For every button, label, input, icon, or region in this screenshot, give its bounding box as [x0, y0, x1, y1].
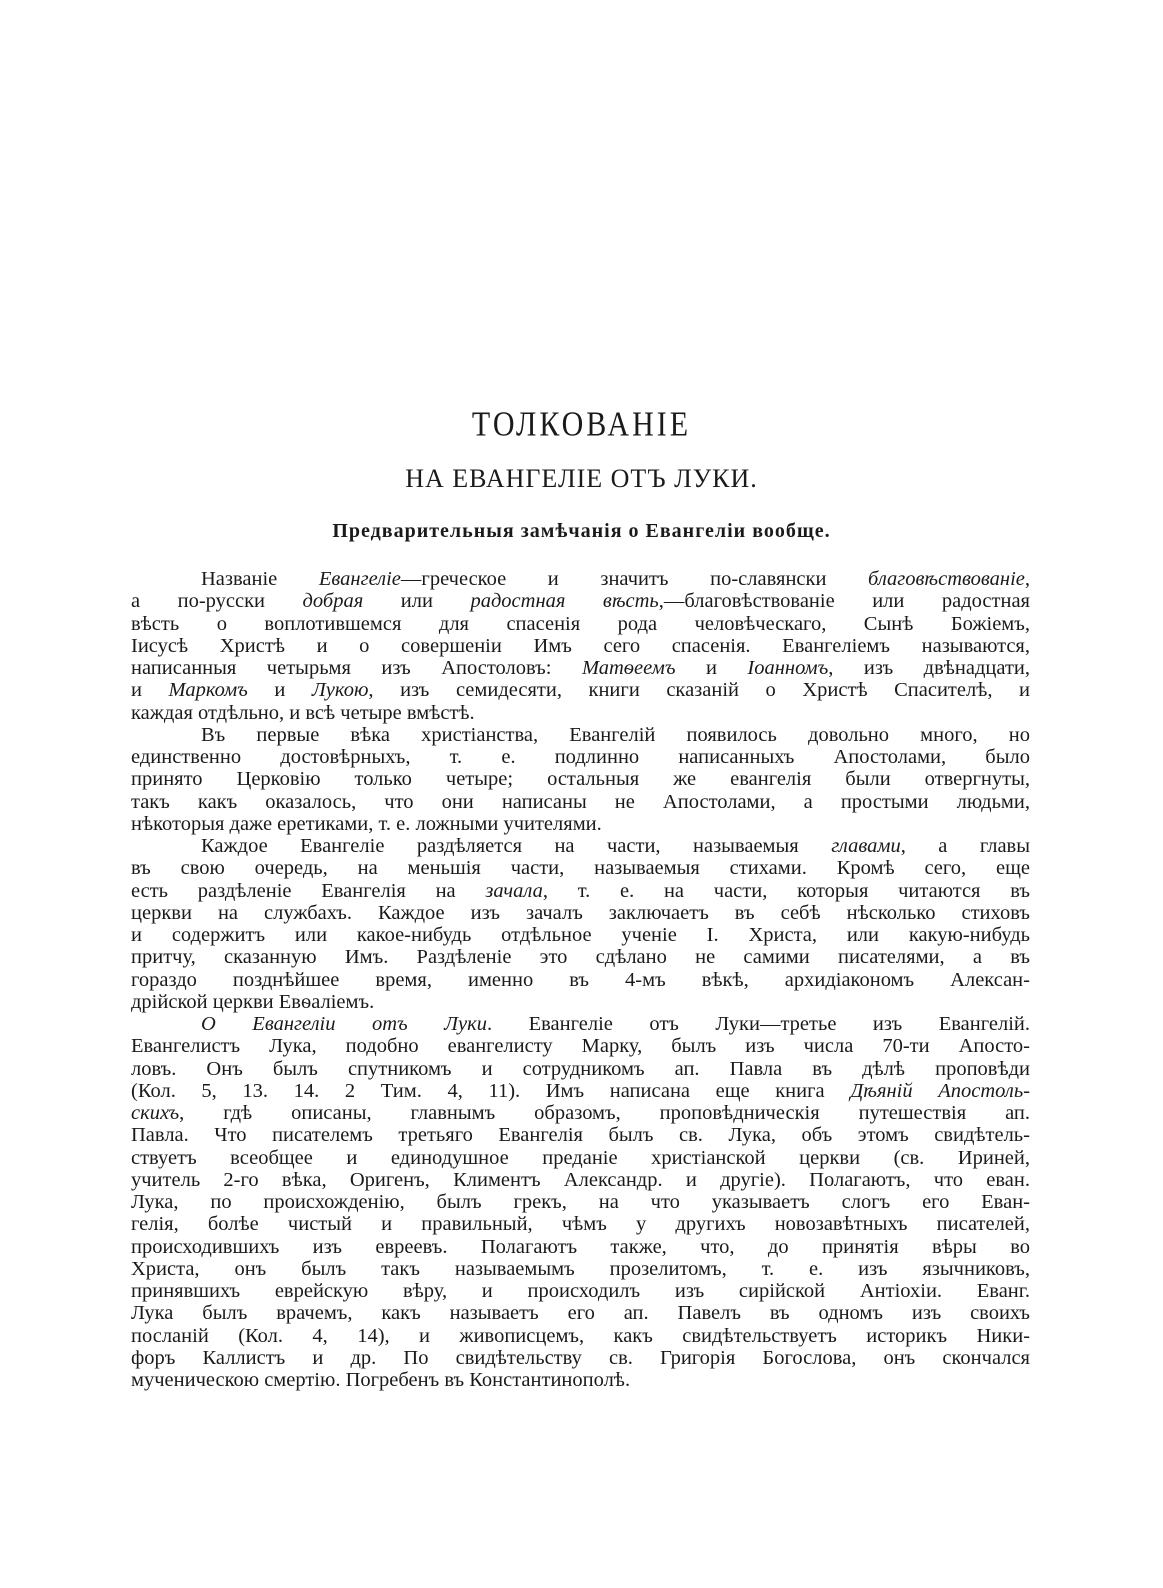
text-segment: , изъ семидесяти, книги сказаній о Христѣ Спасителѣ, и — [368, 679, 1030, 702]
text-line — [131, 613, 1030, 635]
text-segment: Іисусѣ Христѣ и о совершеніи Имъ сего спасенія. Евангеліемъ называются, — [131, 634, 1030, 657]
text-segment: Каждое Евангеліе раздѣляется на части, называемыя — [201, 835, 832, 857]
text-line — [131, 1280, 1030, 1302]
text-line — [131, 1191, 1030, 1213]
text-segment: а по-русски — [131, 590, 303, 613]
text-line — [131, 702, 1030, 724]
text-segment: , а главы — [900, 835, 1030, 857]
text-segment: ствуетъ всеобщее и единодушное преданіе христіанской церкви (св. Ириней, — [131, 1146, 1030, 1169]
text-line — [131, 657, 1030, 679]
text-line — [131, 568, 1030, 590]
text-segment: написанныя четырьмя изъ Апостоловъ: — [131, 657, 582, 679]
text-segment: Въ первые вѣка христіанства, Евангелій появилось довольно много, но — [201, 723, 1030, 746]
text-segment: и — [131, 679, 169, 702]
text-line — [131, 1124, 1030, 1146]
italic-text: Лукою — [311, 679, 369, 702]
text-segment: Названіе — [201, 568, 319, 590]
paragraph — [131, 568, 1030, 724]
italic-text: Дѣяній Апостоль- — [850, 1079, 1030, 1102]
text-segment: принявшихъ еврейскую вѣру, и происходилъ изъ сирійской Антіохіи. Еванг. — [131, 1280, 1030, 1302]
text-segment: , т. е. на части, которыя читаются въ — [542, 879, 1030, 902]
text-segment: и содержитъ или какое-нибудь отдѣльное ученіе І. Христа, или какую-нибудь — [131, 924, 1030, 946]
text-line — [131, 1013, 1030, 1035]
text-line — [131, 813, 1030, 835]
section-heading: Предварительныя замѣчанія о Евангеліи вообще. — [332, 520, 831, 542]
text-line — [131, 590, 1030, 612]
text-segment: церкви на службахъ. Каждое изъ зачалъ заключаетъ въ себѣ нѣсколько стиховъ — [131, 901, 1030, 924]
text-segment: Евангелистъ Лука, подобно евангелисту Марку, былъ изъ числа 70-ти Апосто- — [131, 1035, 1030, 1058]
document-title: ТОЛКОВАНІЕ — [471, 405, 692, 444]
text-line — [131, 724, 1030, 746]
italic-text: радостная вѣсть — [470, 590, 659, 613]
text-line — [131, 1058, 1030, 1080]
text-segment: гораздо позднѣйшее время, именно въ 4-мъ вѣкѣ, архидіакономъ Алексан- — [131, 968, 1030, 991]
text-segment: такъ какъ оказалось, что они написаны не Апостолами, а простыми людьми, — [131, 790, 1030, 813]
text-segment: ловъ. Онъ былъ спутникомъ и сотрудникомъ ап. Павла въ дѣлѣ проповѣди — [131, 1057, 1030, 1080]
text-line — [131, 1302, 1030, 1324]
italic-text: Іоанномъ — [747, 657, 829, 679]
text-segment: въ свою очередь, на меньшія части, называемыя стихами. Кромѣ сего, еще — [131, 857, 1030, 880]
paragraph — [131, 1013, 1030, 1391]
text-line — [131, 924, 1030, 946]
text-segment: дрійской церкви Евѳаліемъ. — [131, 990, 375, 1013]
text-line — [131, 1147, 1030, 1169]
body-text — [131, 568, 1030, 1391]
text-segment: ,—благовѣствованіе или радостная — [658, 590, 1030, 613]
text-segment: происходившихъ изъ евреевъ. Полагаютъ также, что, до принятія вѣры во — [131, 1235, 1030, 1258]
text-line — [131, 835, 1030, 857]
text-segment: посланій (Кол. 4, 14), и живописцемъ, какъ свидѣтельствуетъ историкъ Ники- — [131, 1324, 1030, 1347]
text-segment: Лука былъ врачемъ, какъ называетъ его ап. Павелъ въ одномъ изъ своихъ — [131, 1302, 1030, 1325]
italic-text: Евангеліе — [318, 568, 401, 590]
text-line — [131, 1325, 1030, 1347]
text-line — [131, 1347, 1030, 1369]
text-segment: Лука, по происхожденію, былъ грекъ, на что указываетъ слогъ его Еван- — [131, 1191, 1030, 1213]
text-segment: каждая отдѣльно, и всѣ четыре вмѣстѣ. — [131, 701, 475, 724]
text-segment: (Кол. 5, 13. 14. 2 Тим. 4, 11). Имъ написана еще книга — [131, 1079, 851, 1102]
text-segment: Христа, онъ былъ такъ называемымъ прозелитомъ, т. е. изъ язычниковъ, — [131, 1257, 1030, 1280]
text-segment: мученическою смертію. Погребенъ въ Константинополѣ. — [131, 1369, 631, 1391]
italic-text: зачала — [485, 879, 543, 902]
text-line — [131, 1258, 1030, 1280]
text-line — [131, 969, 1030, 991]
text-line — [131, 902, 1030, 924]
text-segment: —греческое и значитъ по-славянски — [400, 568, 869, 590]
text-segment: и — [675, 657, 748, 679]
text-segment: принято Церковію только четыре; остальныя же евангелія были отвергнуты, — [131, 768, 1030, 791]
text-line — [131, 1080, 1030, 1102]
italic-text: О Евангеліи отъ Луки — [201, 1013, 487, 1035]
text-segment: нѣкоторыя даже еретиками, т. е. ложными учителями. — [131, 812, 602, 835]
text-line — [131, 635, 1030, 657]
text-line — [131, 1102, 1030, 1124]
text-segment: вѣсть о воплотившемся для спасенія рода человѣческаго, Сынѣ Божіемъ, — [131, 612, 1030, 635]
text-segment: единственно достовѣрныхъ, т. е. подлинно написанныхъ Апостолами, было — [131, 746, 1030, 768]
paragraph — [131, 835, 1030, 1013]
text-line — [131, 679, 1030, 701]
text-line — [131, 791, 1030, 813]
text-line — [131, 768, 1030, 790]
italic-text: Маркомъ — [168, 679, 248, 702]
text-line — [131, 857, 1030, 879]
text-line — [131, 1035, 1030, 1057]
text-segment: . Евангеліе отъ Луки—третье изъ Евангелій. — [486, 1013, 1030, 1035]
text-segment: форъ Каллистъ и др. По свидѣтельству св. Григорія Богослова, онъ скончался — [131, 1346, 1030, 1369]
italic-text: главами — [831, 835, 901, 857]
document-subtitle: НА ЕВАНГЕЛІЕ ОТЪ ЛУКИ. — [405, 464, 758, 493]
text-segment: , изъ двѣнадцати, — [828, 657, 1030, 679]
italic-text: Матѳеемъ — [581, 657, 676, 679]
italic-text: добрая — [302, 590, 364, 613]
text-line — [131, 1236, 1030, 1258]
paragraph — [131, 724, 1030, 835]
text-segment: и — [247, 679, 312, 702]
text-line — [131, 1213, 1030, 1235]
text-segment: или — [363, 590, 471, 613]
text-line — [131, 946, 1030, 968]
text-line — [131, 746, 1030, 768]
text-line — [131, 1369, 1030, 1391]
text-segment: , гдѣ описаны, главнымъ образомъ, проповѣдническія путешествія ап. — [179, 1102, 1030, 1124]
text-segment: притчу, сказанную Имъ. Раздѣленіе это сдѣлано не самими писателями, а въ — [131, 946, 1030, 969]
text-segment: учитель 2-го вѣка, Оригенъ, Климентъ Александр. и другіе). Полагаютъ, что еван. — [131, 1168, 1030, 1191]
text-line — [131, 880, 1030, 902]
text-line — [131, 1169, 1030, 1191]
text-segment: Павла. Что писателемъ третьяго Евангелія былъ св. Лука, объ этомъ свидѣтель- — [131, 1124, 1030, 1147]
text-line — [131, 991, 1030, 1013]
italic-text: благовѣствованіе — [868, 568, 1025, 590]
text-segment: гелія, болѣе чистый и правильный, чѣмъ у другихъ новозавѣтныхъ писателей, — [131, 1213, 1030, 1236]
italic-text: скихъ — [131, 1102, 180, 1124]
text-segment: есть раздѣленіе Евангелія на — [131, 879, 486, 902]
text-segment: , — [1024, 568, 1030, 590]
